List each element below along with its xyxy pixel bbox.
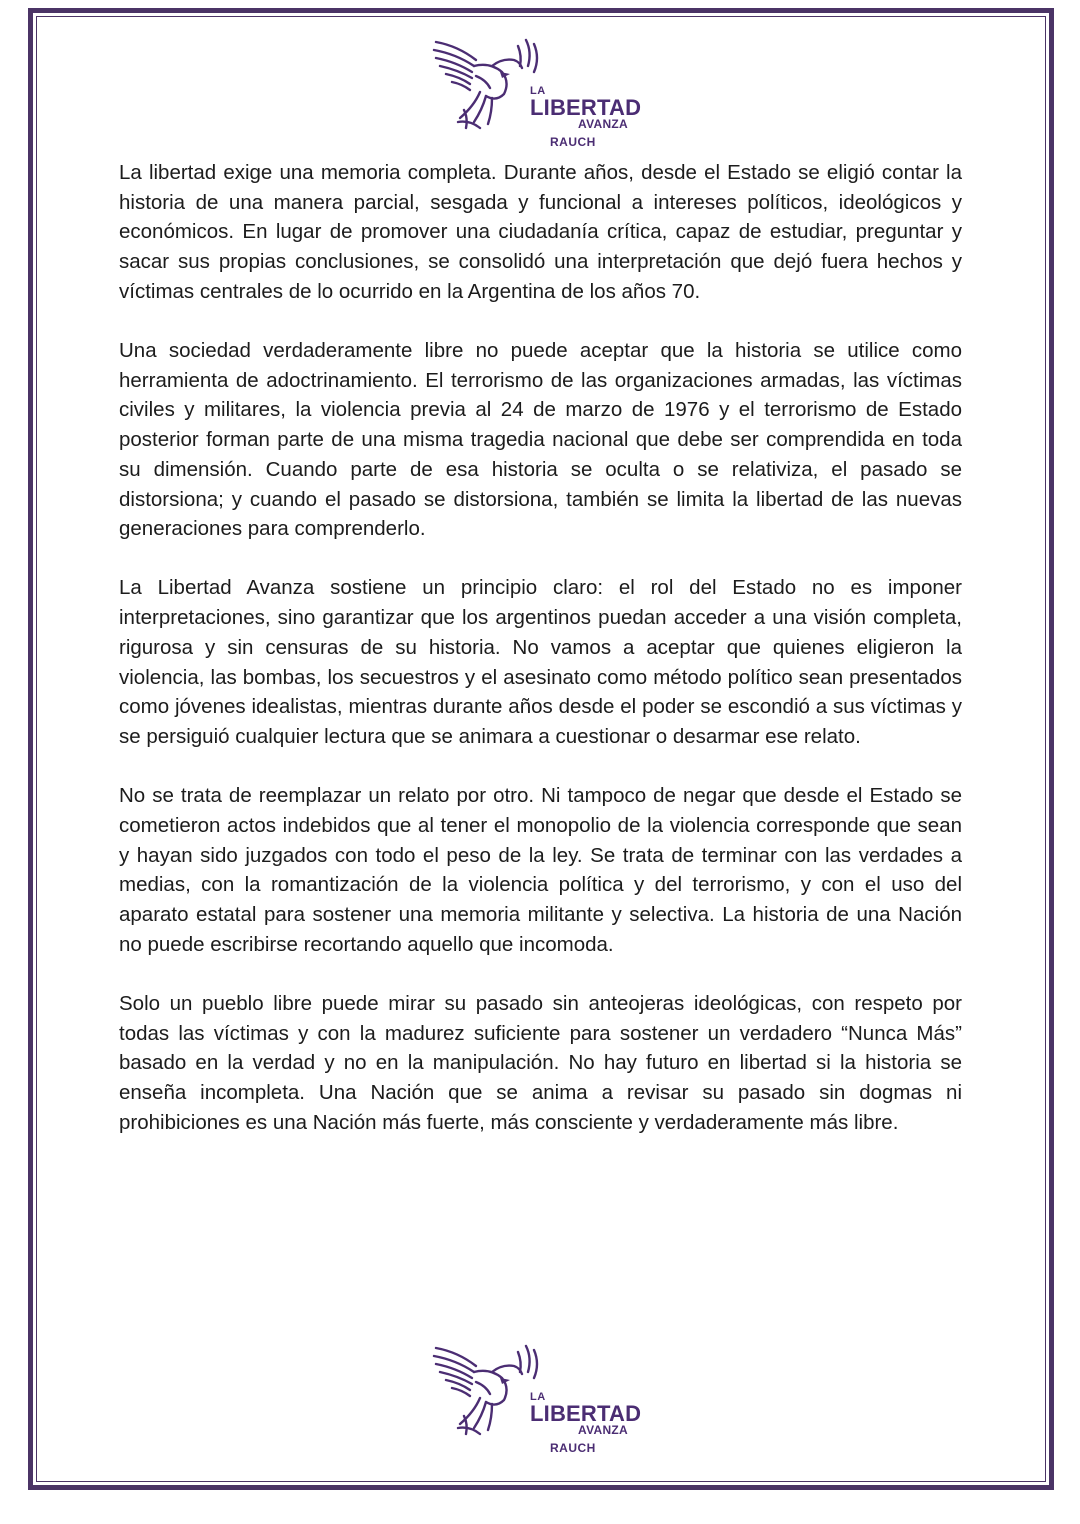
header-logo [430, 36, 660, 154]
paragraph-5: Solo un pueblo libre puede mirar su pasado sin anteojeras ideológicas, con respeto por todas las víctimas y con la madurez suficiente para sostener un verdadero “Nunca Más” basado en la verdad y no en la manipulación. No hay futuro en libertad si la historia se enseña incompleta. Una Nación que se anima a revisar su pasado sin dogmas ni prohibiciones es una Nación más fuerte, más consciente y verdaderamente más libre. [119, 991, 962, 1134]
paragraph-3: La Libertad Avanza sostiene un principio claro: el rol del Estado no es imponer interpretaciones, sino garantizar que los argentinos puedan acceder a una visión completa, rigurosa y sin censuras de su historia. No vamos a aceptar que quienes eligieron la violencia, las bombas, los secuestros y el asesinato como método político sean presentados como jóvenes idealistas, mientras durante años desde el poder se escondió a sus víctimas y se persiguió cualquier lectura que se animara a cuestionar o desarmar ese relato. [119, 576, 962, 748]
logo-text-avanza: AVANZA [578, 1423, 629, 1437]
logo-text-la: LA [530, 1391, 546, 1403]
paragraph-1: La libertad exige una memoria completa. Durante años, desde el Estado se eligió contar la historia de una manera parcial, sesgada y funcional a intereses políticos, ideológicos y económicos. En lugar de promover una ciudadanía crítica, capaz de estudiar, preguntar y sacar sus propias conclusiones, se consolidó una interpretación que dejó fuera hechos y víctimas centrales de lo ocurrido en la Argentina de los años 70. [119, 161, 962, 303]
footer-logo [430, 1342, 660, 1460]
logo-text-libertad: LIBERTAD [530, 95, 642, 120]
eagle-icon [430, 36, 540, 136]
eagle-icon [430, 1342, 540, 1442]
logo-text-avanza: AVANZA [578, 117, 629, 131]
logo-text-libertad: LIBERTAD [530, 1401, 642, 1426]
document-body [119, 158, 962, 1167]
logo-text-la: LA [530, 85, 546, 97]
paragraph-2: Una sociedad verdaderamente libre no puede aceptar que la historia se utilice como herramienta de adoctrinamiento. El terrorismo de las organizaciones armadas, las víctimas civiles y militares, la violencia previa al 24 de marzo de 1976 y el terrorismo de Estado posterior forman parte de una misma tragedia nacional que debe ser comprendida en toda su dimensión. Cuando parte de esa historia se oculta o se relativiza, el pasado se distorsiona; y cuando el pasado se distorsiona, también se limita la libertad de las nuevas generaciones para comprenderlo. [119, 339, 962, 541]
paragraph-4: No se trata de reemplazar un relato por otro. Ni tampoco de negar que desde el Estado se cometieron actos indebidos que al tener el monopolio de la violencia corresponde que sean y hayan sido juzgados con todo el peso de la ley. Se trata de terminar con las verdades a medias, con la romantización de la violencia política y del terrorismo, y con el uso del aparato estatal para sostener una memoria militante y selectiva. La historia de una Nación no puede escribirse recortando aquello que incomoda. [119, 784, 962, 956]
logo-text-branch: RAUCH [550, 1441, 596, 1455]
logo-text-branch: RAUCH [550, 135, 596, 149]
